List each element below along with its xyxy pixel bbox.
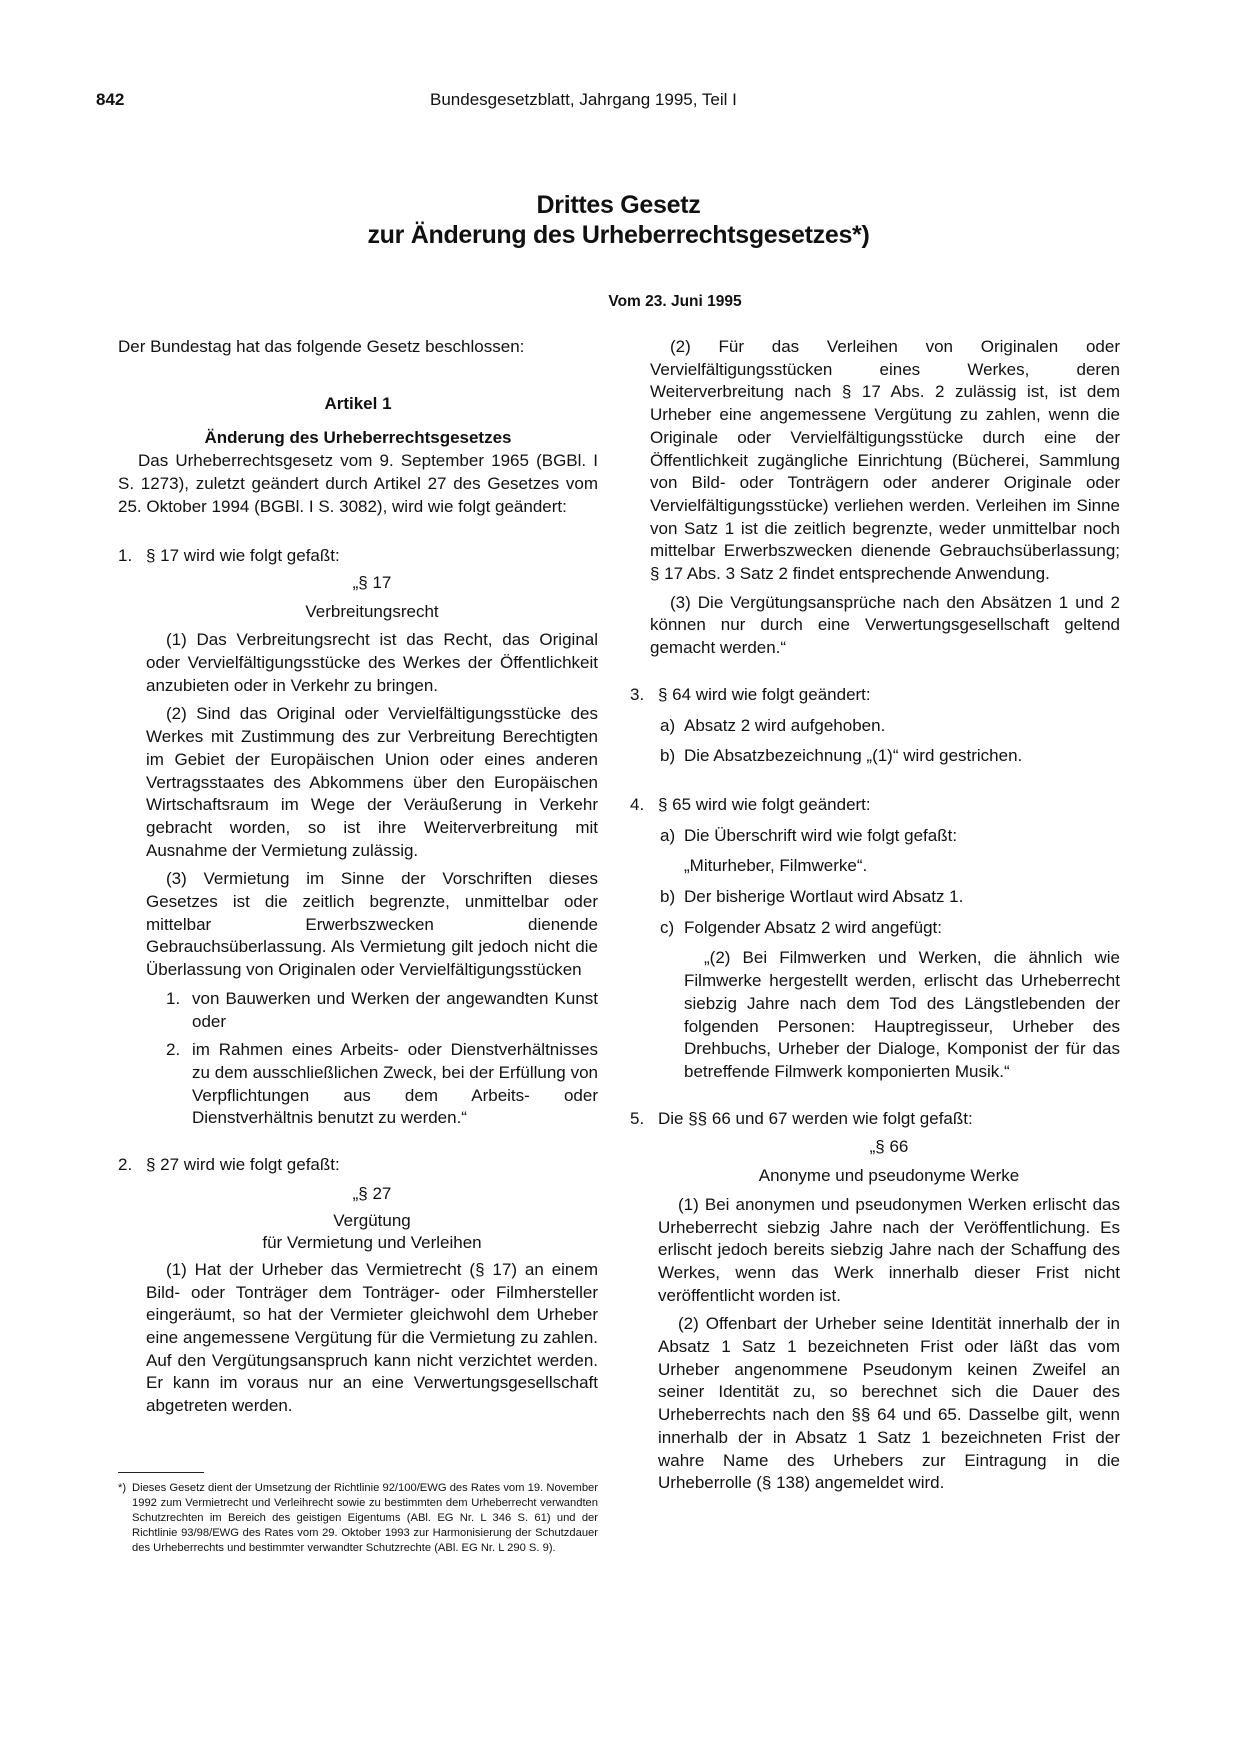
sub-text: Folgender Absatz 2 wird angefügt: (684, 917, 942, 937)
item-text: § 64 wird wie folgt geändert: (658, 684, 871, 704)
enacting-clause: Der Bundestag hat das folgende Gesetz beschlossen: (118, 337, 525, 356)
amendment-item-2 (118, 1154, 598, 1177)
sub-label: a) (660, 715, 676, 735)
list-item (166, 988, 598, 1033)
article-heading: Artikel 1 (324, 393, 392, 413)
title-block (0, 190, 1237, 311)
item-text: § 65 wird wie folgt geändert: (658, 794, 871, 814)
item-number: 2. (118, 1155, 133, 1175)
item-number: 1. (118, 546, 133, 566)
section-66-block (658, 1136, 1120, 1495)
amendment-item-5 (630, 1108, 1120, 1131)
sub-item (660, 917, 1120, 940)
sub-item (660, 745, 1120, 768)
item-number: 4. (630, 794, 645, 814)
paragraph: (2) Sind das Original oder Vervielfältigungsstücke des Werkes mit Zustimmung des zur Verbreitung Berechtigten im Gebiet der Europäischen Union oder eines anderen Vertragsstaates des Abkommens über den Europäischen Wirtschaftsraum im Wege der Veräußerung in Verkehr gebracht worden, so ist ihre Weiterverbreitung mit Ausnahme der Vermietung zulässig. (146, 704, 598, 860)
footnote (118, 1481, 598, 1556)
sub-text: Die Absatzbezeichnung „(1)“ wird gestrichen. (684, 746, 1023, 766)
item-number: 3. (630, 684, 645, 704)
paragraph: (2) Für das Verleihen von Originalen oder Vervielfältigungsstücken eines Werkes, deren Weiterverbreitung nach § 17 Abs. 2 zulässig ist, ist dem Urheber eine angemessene Vergütung zu zahlen, wenn die Originale oder Vervielfältigungsstücke durch eine der Öffentlichkeit zugängliche Einrichtung (Bücherei, Sammlung von Bild- oder Tonträgern oder anderer Originale oder Vervielfältigungsstücke) verliehen werden. Verleihen im Sinne von Satz 1 ist die zeitlich begrenzte, weder unmittelbar noch mittelbar Erwerbszwecken dienende Gebrauchsüberlassung; § 17 Abs. 3 Satz 2 findet entsprechende Anwendung. (650, 337, 1120, 584)
article-subheading: Änderung des Urheberrechtsgesetzes (204, 428, 512, 448)
article-text: Das Urheberrechtsgesetz vom 9. September 1965 (BGBl. I S. 1273), zuletzt geändert durch Artikel 27 des Gesetzes vom 25. Oktober 1994 (BGBl. I S. 3082), wird wie folgt geändert: (118, 451, 598, 516)
list-text: von Bauwerken und Werken der angewandten Kunst oder (192, 988, 598, 1031)
list-text: im Rahmen eines Arbeits- oder Dienstverhältnisses zu dem ausschließlichen Zweck, bei der Erfüllung von Verpflichtungen aus dem Arbeits- oder Dienstverhältnis benutzt zu werden.“ (192, 1040, 598, 1128)
section-27-block (146, 1183, 598, 1418)
amendment-item-4 (630, 794, 1120, 817)
left-column (118, 336, 598, 1418)
section-17-block (146, 572, 598, 1130)
sub-text: Absatz 2 wird aufgehoben. (684, 715, 886, 735)
paragraph: (3) Vermietung im Sinne der Vorschriften dieses Gesetzes ist die zeitlich begrenzte, unmittelbar oder mittelbar Erwerbszwecken dienende Gebrauchsüberlassung. Als Vermietung gilt jedoch nicht die Überlassung von Originalen oder Vervielfältigungsstücken (146, 869, 598, 980)
footnote-mark: *) (118, 1482, 127, 1494)
section-title: Anonyme und pseudonyme Werke (758, 1166, 1020, 1186)
sub-label: b) (660, 887, 676, 907)
sub-item (660, 886, 1120, 909)
section-27-continued (650, 336, 1120, 660)
law-date: Vom 23. Juni 1995 (608, 293, 742, 310)
paragraph: (1) Bei anonymen und pseudonymen Werken erlischt das Urheberrecht siebzig Jahre nach der Veröffentlichung. Es erlischt jedoch bereits siebzig Jahre nach der Schaffung des Werkes, wenn das Werk innerhalb dieser Frist nicht veröffentlicht worden ist. (658, 1194, 1120, 1305)
item-text: § 17 wird wie folgt gefaßt: (146, 546, 340, 566)
footnote-rule (118, 1472, 204, 1473)
list-number: 2. (166, 1040, 181, 1060)
list-item (166, 1039, 598, 1130)
amendment-item-3 (630, 684, 1120, 707)
sub-item (660, 825, 1120, 848)
sub-text: Die Überschrift wird wie folgt gefaßt: (684, 825, 958, 845)
item-text: Die §§ 66 und 67 werden wie folgt gefaßt: (658, 1108, 973, 1128)
sub-label: b) (660, 746, 676, 766)
law-title: Drittes Gesetz (536, 191, 701, 219)
item-text: § 27 wird wie folgt gefaßt: (146, 1155, 340, 1175)
quoted-paragraph: „(2) Bei Filmwerken und Werken, die ähnlich wie Filmwerke hergestellt werden, erlischt das Urheberrecht siebzig Jahre nach dem Tod des Längstlebenden der folgenden Personen: Hauptregisseur, Urheber des Drehbuchs, Urheber der Dialoge, Komponist der für das betreffende Filmwerk komponierten Musik.“ (684, 948, 1120, 1081)
page-number: 842 (96, 90, 125, 109)
running-head: Bundesgesetzblatt, Jahrgang 1995, Teil I (430, 90, 737, 109)
list-number: 1. (166, 988, 181, 1008)
paragraph: (2) Offenbart der Urheber seine Identität innerhalb der in Absatz 1 Satz 1 bezeichneten Frist oder läßt das vom Urheber angenommene Pseudonym keinen Zweifel an seiner Identität zu, so berechnet sich die Dauer des Urheberrechts nach den §§ 64 und 65. Dasselbe gilt, wenn innerhalb der in Absatz 1 Satz 1 bezeichneten Frist der wahre Name des Urhebers zur Eintragung in die Urheberrolle (§ 138) angemeldet wird. (658, 1314, 1120, 1493)
sub-item (660, 715, 1120, 738)
section-title: Verbreitungsrecht (305, 601, 439, 621)
section-title: Vergütung (333, 1210, 411, 1230)
item-number: 5. (630, 1108, 645, 1128)
section-heading: „§ 17 (352, 572, 392, 592)
law-subtitle: zur Änderung des Urheberrechtsgesetzes*) (367, 221, 870, 249)
sub-text: Der bisherige Wortlaut wird Absatz 1. (684, 887, 964, 907)
amendment-item-1 (118, 545, 598, 568)
sub-label: c) (660, 917, 675, 937)
section-heading: „§ 27 (352, 1183, 392, 1203)
sub-label: a) (660, 825, 676, 845)
paragraph: (1) Hat der Urheber das Vermietrecht (§ 17) an einem Bild- oder Tonträger dem Tonträger- oder Filmhersteller eingeräumt, so hat der Vermieter gleichwohl dem Urheber eine angemessene Vergütung für die Vermietung zu zahlen. Auf den Vergütungsanspruch kann nicht verzichtet werden. Er kann im voraus nur an eine Verwertungsgesellschaft abgetreten werden. (146, 1259, 598, 1416)
paragraph: (1) Das Verbreitungsrecht ist das Recht, das Original oder Vervielfältigungsstücke des Werkes der Öffentlichkeit anzubieten oder in Verkehr zu bringen. (146, 630, 598, 695)
right-column (630, 336, 1120, 1495)
paragraph: (3) Die Vergütungsansprüche nach den Absätzen 1 und 2 können nur durch eine Verwertungsgesellschaft geltend gemacht werden.“ (650, 592, 1120, 658)
quoted-heading: „Miturheber, Filmwerke“. (684, 856, 868, 876)
section-heading: „§ 66 (869, 1137, 909, 1157)
footnote-text: Dieses Gesetz dient der Umsetzung der Richtlinie 92/100/EWG des Rates vom 19. November 1992 zum Vermietrecht und Verleihrecht sowie zu bestimmten dem Urheberrecht verwandten Schutzrechten im Bereich des geistigen Eigentums (ABl. EG Nr. L 346 S. 61) und der Richtlinie 93/98/EWG des Rates vom 29. Oktober 1993 zur Harmonisierung der Schutzdauer des Urheberrechts und bestimmter verwandter Schutzrechte (ABl. EG Nr. L 290 S. 9). (132, 1482, 598, 1554)
section-title-line-2: für Vermietung und Verleihen (262, 1233, 482, 1253)
